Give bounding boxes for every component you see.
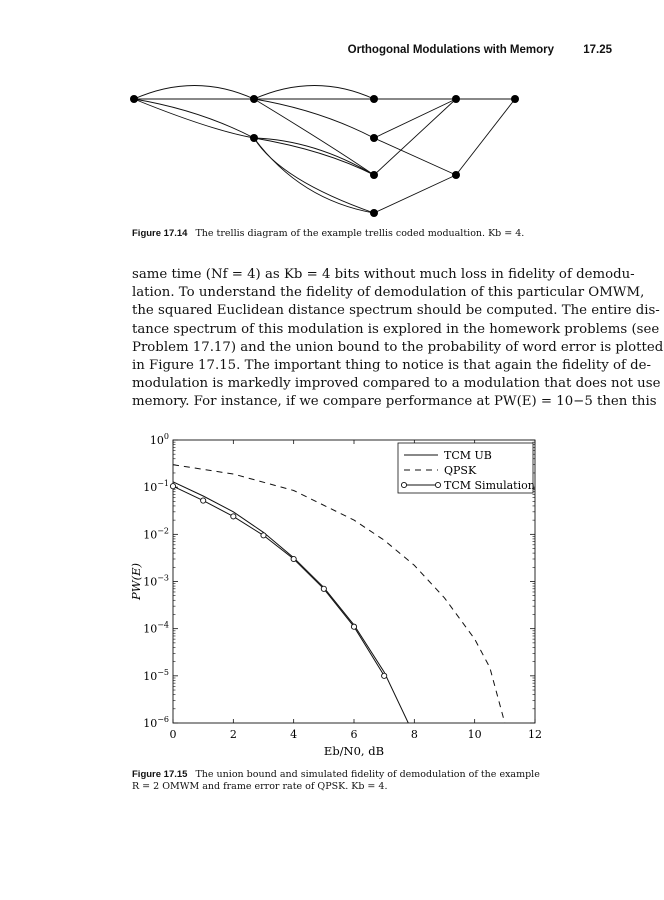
trellis-diagram [120, 70, 540, 230]
legend-label: QPSK [444, 464, 477, 477]
figure-17-15-caption [132, 769, 572, 793]
data-point [170, 484, 175, 489]
x-tick-label: 8 [410, 728, 418, 741]
body-line: same time (Nf = 4) as Kb = 4 bits without much loss in fidelity of demodu- [132, 267, 635, 282]
y-tick-label: $10^{-1}$ [143, 479, 169, 495]
legend-marker [401, 482, 406, 487]
x-axis-label: Eb/N0, dB [323, 744, 385, 758]
x-tick-label: 6 [350, 728, 358, 741]
body-line: Problem 17.17) and the union bound to the probability of word error is plotted [132, 339, 664, 355]
series-line-tcm-simulation [173, 486, 384, 676]
figure-label: Figure 17.15 [132, 769, 188, 780]
data-point [231, 514, 236, 519]
y-tick-label: $10^{-6}$ [143, 715, 169, 730]
series-line-tcm-ub [173, 482, 408, 723]
x-tick-label: 10 [467, 728, 482, 741]
body-line: tance spectrum of this modulation is explored in the homework problems (see [132, 321, 660, 337]
figure-label: Figure 17.14 [132, 228, 188, 239]
page-number: 17.25 [583, 44, 612, 56]
page-header [348, 44, 612, 56]
error-rate-chart [120, 430, 560, 765]
body-line: lation. To understand the fidelity of demodulation of this particular OMWM, [132, 285, 645, 301]
data-point [291, 556, 296, 561]
caption-text: The union bound and simulated fidelity of demodulation of the example [195, 769, 540, 780]
section-title: Orthogonal Modulations with Memory [347, 44, 555, 56]
figure-17-14-caption [132, 228, 572, 240]
y-tick-label: $10^{-4}$ [143, 620, 169, 636]
x-tick-label: 0 [169, 728, 177, 741]
data-point [382, 673, 387, 678]
body-line: modulation is markedly improved compared to a modulation that does not use [132, 376, 661, 392]
y-tick-label: $10^{-2}$ [143, 526, 169, 542]
x-tick-label: 12 [528, 728, 542, 741]
data-point [261, 533, 266, 538]
body-line: the squared Euclidean distance spectrum should be computed. The entire dis- [132, 303, 660, 319]
body-paragraph [132, 266, 664, 412]
legend-marker [435, 482, 440, 487]
data-point [201, 498, 206, 503]
x-tick-label: 2 [229, 728, 237, 741]
data-point [321, 586, 326, 591]
y-tick-label: $10^{-5}$ [143, 667, 169, 683]
y-axis-label: PW(E) [129, 563, 143, 600]
body-line: in Figure 17.15. The important thing to notice is that again the fidelity of de- [132, 358, 651, 374]
y-tick-label: $10^{-3}$ [143, 573, 169, 589]
body-line: memory. For instance, if we compare performance at PW(E) = 10−5 then this [132, 394, 657, 410]
x-tick-label: 4 [290, 728, 298, 741]
data-point [351, 624, 356, 629]
series-line-qpsk [173, 465, 505, 723]
caption-text: R = 2 OMWM and frame error rate of QPSK. Kb = 4. [132, 781, 388, 792]
legend-label: TCM Simulation [444, 479, 535, 492]
legend-label: TCM UB [444, 449, 492, 462]
y-tick-label: $10^0$ [149, 432, 169, 447]
caption-text: The trellis diagram of the example trellis coded modualtion. Kb = 4. [195, 228, 525, 239]
